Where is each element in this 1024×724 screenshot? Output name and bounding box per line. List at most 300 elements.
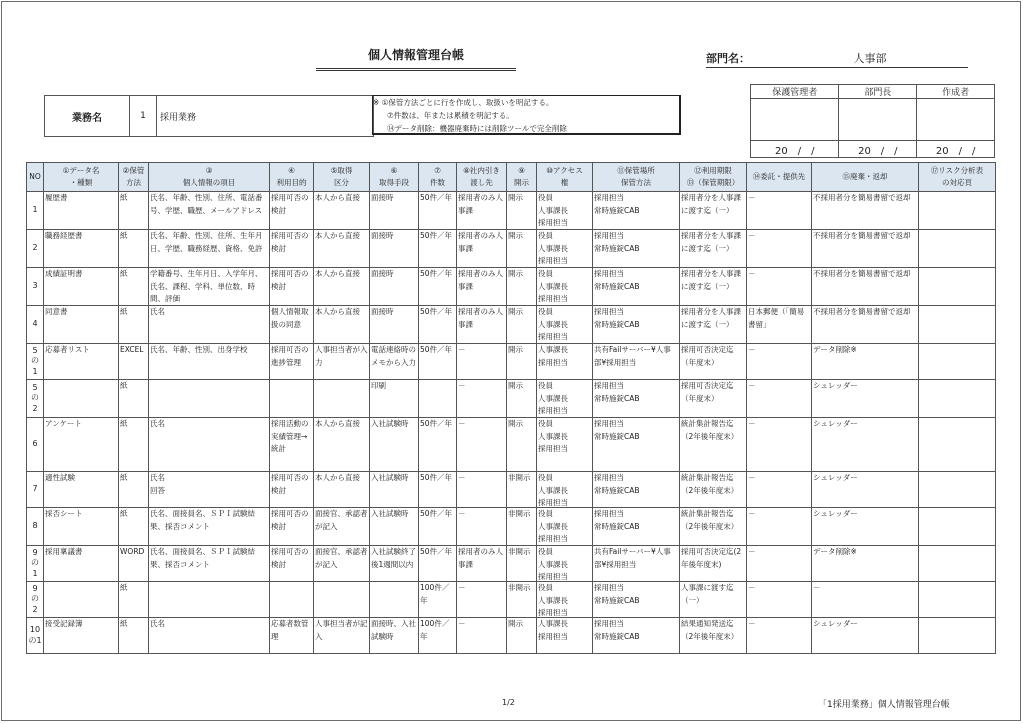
cell-count bbox=[419, 508, 457, 546]
business-label: 業務名 bbox=[45, 96, 130, 137]
approval-date: 20 / / bbox=[839, 141, 917, 158]
cell-text: 50件／年 bbox=[420, 307, 453, 316]
cell-outsource bbox=[747, 230, 812, 268]
cell-acq bbox=[314, 618, 370, 654]
cell-count bbox=[419, 230, 457, 268]
cell-method bbox=[119, 582, 149, 618]
cell-storage bbox=[593, 618, 680, 654]
cell-name bbox=[44, 344, 119, 380]
cell-text: 入社試験時 bbox=[371, 419, 409, 428]
cell-means bbox=[370, 508, 419, 546]
cell-access bbox=[537, 508, 593, 546]
business-number: 1 bbox=[130, 96, 157, 137]
cell-storage bbox=[593, 230, 680, 268]
cell-text: － bbox=[748, 345, 756, 354]
cell-method bbox=[119, 344, 149, 380]
cell-text: 100件／年 bbox=[420, 583, 450, 605]
cell-acq bbox=[314, 418, 370, 472]
cell-limit bbox=[680, 192, 747, 230]
cell-disclose bbox=[507, 508, 537, 546]
column-header: ⑤取得 区分 bbox=[314, 163, 370, 192]
dept-value: 人事部 bbox=[853, 52, 887, 65]
cell-text: － bbox=[458, 509, 466, 518]
column-header: ⑧社内引き 渡し先 bbox=[457, 163, 507, 192]
cell-dispose bbox=[812, 508, 919, 546]
cell-text: 採用可否の検討 bbox=[271, 193, 309, 215]
cell-items bbox=[149, 306, 270, 344]
cell-storage bbox=[593, 418, 680, 472]
cell-text: － bbox=[748, 381, 756, 390]
cell-text: 印刷 bbox=[371, 381, 386, 390]
cell-handover bbox=[457, 344, 507, 380]
cell-text: 氏名 回答 bbox=[150, 473, 165, 495]
cell-text: 応募者リスト bbox=[45, 345, 90, 354]
cell-text: － bbox=[748, 619, 756, 628]
approval-stamp-cell[interactable] bbox=[839, 99, 917, 141]
cell-text: 面接時 bbox=[371, 269, 394, 278]
cell-text: 採用可否の進捗管理 bbox=[271, 345, 309, 367]
cell-storage bbox=[593, 508, 680, 546]
cell-text: 接受記録簿 bbox=[45, 619, 83, 628]
cell-text: シュレッダー bbox=[813, 381, 858, 390]
cell-risk bbox=[919, 192, 996, 230]
cell-text: 個人情報取扱の同意 bbox=[271, 307, 309, 329]
cell-text: 採用者分を人事課に渡す迄（一） bbox=[681, 231, 741, 253]
cell-outsource bbox=[747, 508, 812, 546]
cell-text: 面接時 bbox=[371, 307, 394, 316]
cell-acq bbox=[314, 546, 370, 582]
cell-text: 人事担当者が入力 bbox=[315, 345, 368, 367]
cell-text: 本人から直接 bbox=[315, 193, 360, 202]
cell-name bbox=[44, 582, 119, 618]
cell-name bbox=[44, 306, 119, 344]
cell-text: － bbox=[748, 583, 756, 592]
cell-text: 100件／年 bbox=[420, 619, 450, 641]
cell-text: － bbox=[748, 509, 756, 518]
cell-means bbox=[370, 546, 419, 582]
cell-acq bbox=[314, 192, 370, 230]
cell-text: 採用可否決定迄(2年後年度末) bbox=[681, 547, 742, 569]
cell-dispose bbox=[812, 344, 919, 380]
cell-dispose bbox=[812, 618, 919, 654]
cell-text: 役員 人事課長 採用担当 bbox=[538, 269, 568, 303]
cell-text: 50件／年 bbox=[420, 509, 453, 518]
cell-acq bbox=[314, 306, 370, 344]
column-header: ⑩アクセス 権 bbox=[537, 163, 593, 192]
row-number: 9 の 1 bbox=[27, 546, 44, 582]
cell-text: － bbox=[748, 269, 756, 278]
cell-text: 不採用者分を簡易書留で返却 bbox=[813, 269, 911, 278]
cell-text: 紙 bbox=[120, 419, 128, 428]
cell-text: 採用担当 常時施錠CAB bbox=[594, 307, 640, 329]
cell-text: － bbox=[458, 583, 466, 592]
cell-means bbox=[370, 582, 419, 618]
cell-outsource bbox=[747, 268, 812, 306]
cell-means bbox=[370, 418, 419, 472]
approval-stamp-cell[interactable] bbox=[917, 99, 995, 141]
cell-text: 50件／年 bbox=[420, 419, 453, 428]
cell-name bbox=[44, 192, 119, 230]
row-number: 8 bbox=[27, 508, 44, 546]
cell-text: 本人から直接 bbox=[315, 269, 360, 278]
cell-text: 共有Failサーバー¥人事部¥採用担当 bbox=[594, 345, 671, 367]
cell-handover bbox=[457, 230, 507, 268]
cell-purpose bbox=[270, 546, 314, 582]
cell-text: EXCEL bbox=[120, 345, 144, 354]
cell-handover bbox=[457, 418, 507, 472]
cell-text: 役員 人事課長 採用担当 bbox=[538, 419, 568, 453]
cell-count bbox=[419, 472, 457, 508]
cell-acq bbox=[314, 508, 370, 546]
cell-access bbox=[537, 344, 593, 380]
cell-method bbox=[119, 306, 149, 344]
cell-risk bbox=[919, 472, 996, 508]
cell-text: － bbox=[748, 473, 756, 482]
cell-text: 不採用者分を簡易書留で返却 bbox=[813, 231, 911, 240]
cell-text: 開示 bbox=[508, 307, 523, 316]
cell-text: 氏名、年齢、性別、出身学校 bbox=[150, 345, 248, 354]
cell-limit bbox=[680, 230, 747, 268]
cell-text: 採用可否の検討 bbox=[271, 231, 309, 253]
cell-method bbox=[119, 418, 149, 472]
dept-underline bbox=[706, 67, 968, 68]
approval-header: 保護管理者 bbox=[751, 85, 839, 99]
cell-text: 採用可否決定迄（年度末） bbox=[681, 381, 734, 403]
row-number: 9 の 2 bbox=[27, 582, 44, 618]
table-row bbox=[27, 380, 996, 418]
cell-name bbox=[44, 268, 119, 306]
cell-text: 人事担当者が記入 bbox=[315, 619, 368, 641]
cell-count bbox=[419, 306, 457, 344]
column-header: ⑭委託・提供先 bbox=[747, 163, 812, 192]
document-name: 「1採用業務」個人情報管理台帳 bbox=[818, 700, 950, 710]
table-row bbox=[27, 192, 996, 230]
cell-disclose bbox=[507, 268, 537, 306]
cell-access bbox=[537, 618, 593, 654]
cell-acq bbox=[314, 380, 370, 418]
cell-storage bbox=[593, 380, 680, 418]
note-line: ⑦件数は、年または累積を明記する。 bbox=[387, 111, 514, 120]
cell-dispose bbox=[812, 192, 919, 230]
row-number: 6 bbox=[27, 418, 44, 472]
cell-text: 採用者のみ人事課 bbox=[458, 231, 503, 253]
cell-text: 採用可否決定迄（年度末） bbox=[681, 345, 734, 367]
cell-risk bbox=[919, 546, 996, 582]
cell-count bbox=[419, 582, 457, 618]
cell-dispose bbox=[812, 418, 919, 472]
cell-purpose bbox=[270, 306, 314, 344]
cell-access bbox=[537, 546, 593, 582]
cell-text: 開示 bbox=[508, 269, 523, 278]
cell-text: 不採用者分を簡易書留で返却 bbox=[813, 193, 911, 202]
cell-handover bbox=[457, 582, 507, 618]
cell-handover bbox=[457, 380, 507, 418]
cell-access bbox=[537, 192, 593, 230]
cell-text: シュレッダー bbox=[813, 473, 858, 482]
cell-text: 人事課長 採用担当 bbox=[538, 619, 568, 641]
cell-text: 50件／年 bbox=[420, 345, 453, 354]
cell-text: － bbox=[748, 193, 756, 202]
column-header: ⑮廃棄・返却 bbox=[812, 163, 919, 192]
business-name: 採用業務 bbox=[157, 96, 374, 137]
cell-name bbox=[44, 418, 119, 472]
note-line: ※ ①保管方法ごとに行を作成し、取扱いを明記する。 bbox=[373, 98, 554, 107]
cell-text: データ削除※ bbox=[813, 345, 857, 354]
cell-method bbox=[119, 230, 149, 268]
cell-purpose bbox=[270, 344, 314, 380]
cell-dispose bbox=[812, 472, 919, 508]
cell-name bbox=[44, 618, 119, 654]
cell-purpose bbox=[270, 380, 314, 418]
cell-means bbox=[370, 472, 419, 508]
cell-text: 結果通知発送迄（2年後年度末） bbox=[681, 619, 739, 641]
cell-limit bbox=[680, 546, 747, 582]
column-header: ⑨ 開示 bbox=[507, 163, 537, 192]
cell-text: 採用担当 常時施錠CAB bbox=[594, 509, 640, 531]
cell-text: 面接時 bbox=[371, 193, 394, 202]
cell-text: 面接時 bbox=[371, 231, 394, 240]
row-number: 3 bbox=[27, 268, 44, 306]
approval-date: 20 / / bbox=[917, 141, 995, 158]
cell-text: 職務経歴書 bbox=[45, 231, 83, 240]
cell-text: 紙 bbox=[120, 583, 128, 592]
cell-text: 紙 bbox=[120, 381, 128, 390]
cell-limit bbox=[680, 380, 747, 418]
cell-name bbox=[44, 230, 119, 268]
note-line: ⑭データ削除：機器廃棄時には削除ツールで完全削除 bbox=[387, 124, 567, 133]
cell-method bbox=[119, 508, 149, 546]
approval-box bbox=[750, 84, 995, 158]
cell-text: 非開示 bbox=[508, 547, 531, 556]
row-number: 2 bbox=[27, 230, 44, 268]
title-underline bbox=[316, 68, 516, 69]
cell-purpose bbox=[270, 472, 314, 508]
cell-text: 役員 人事課長 採用担当 bbox=[538, 547, 568, 580]
cell-text: － bbox=[458, 345, 466, 354]
row-number: 5 の 1 bbox=[27, 344, 44, 380]
cell-risk bbox=[919, 306, 996, 344]
cell-items bbox=[149, 380, 270, 418]
cell-handover bbox=[457, 508, 507, 546]
cell-count bbox=[419, 344, 457, 380]
cell-text: 採用可否の検討 bbox=[271, 473, 309, 495]
cell-outsource bbox=[747, 418, 812, 472]
column-header: ⑦ 件数 bbox=[419, 163, 457, 192]
cell-text: － bbox=[458, 419, 466, 428]
business-box bbox=[44, 95, 374, 137]
cell-text: 採否シート bbox=[45, 509, 83, 518]
cell-means bbox=[370, 618, 419, 654]
cell-outsource bbox=[747, 306, 812, 344]
cell-risk bbox=[919, 618, 996, 654]
cell-text: 入社試験時 bbox=[371, 509, 409, 518]
cell-method bbox=[119, 472, 149, 508]
table-row bbox=[27, 344, 996, 380]
table-row bbox=[27, 268, 996, 306]
cell-means bbox=[370, 380, 419, 418]
cell-text: 50件／年 bbox=[420, 473, 453, 482]
cell-access bbox=[537, 306, 593, 344]
approval-header: 作成者 bbox=[917, 85, 995, 99]
cell-outsource bbox=[747, 472, 812, 508]
cell-count bbox=[419, 418, 457, 472]
table-row bbox=[27, 508, 996, 546]
table-row bbox=[27, 546, 996, 582]
cell-access bbox=[537, 230, 593, 268]
cell-text: 氏名 bbox=[150, 419, 165, 428]
cell-count bbox=[419, 192, 457, 230]
cell-outsource bbox=[747, 546, 812, 582]
cell-items bbox=[149, 472, 270, 508]
cell-text: 日本郵便（「簡易書留」 bbox=[748, 307, 805, 329]
cell-text: 氏名、面接員名、ＳＰＩ試験結果、採否コメント bbox=[150, 547, 255, 569]
row-number: 1 bbox=[27, 192, 44, 230]
cell-purpose bbox=[270, 508, 314, 546]
cell-handover bbox=[457, 472, 507, 508]
cell-text: 氏名、年齢、性別、住所、電話番号、学歴、職歴、メールアドレス bbox=[150, 193, 263, 215]
cell-access bbox=[537, 268, 593, 306]
cell-storage bbox=[593, 192, 680, 230]
cell-text: 50件／年 bbox=[420, 547, 453, 556]
cell-purpose bbox=[270, 268, 314, 306]
cell-outsource bbox=[747, 618, 812, 654]
cell-risk bbox=[919, 230, 996, 268]
cell-text: 開示 bbox=[508, 231, 523, 240]
cell-text: 採用者のみ人事課 bbox=[458, 307, 503, 329]
cell-text: 採用担当 常時施錠CAB bbox=[594, 583, 640, 605]
page-title: 個人情報管理台帳 bbox=[367, 48, 464, 62]
cell-text: 50件／年 bbox=[420, 269, 453, 278]
cell-handover bbox=[457, 618, 507, 654]
cell-text: 採用活動の実績管理→統計 bbox=[271, 419, 309, 453]
cell-text: － bbox=[458, 619, 466, 628]
cell-disclose bbox=[507, 546, 537, 582]
cell-text: 入社試験時 bbox=[371, 473, 409, 482]
title-underline-2 bbox=[316, 70, 516, 71]
cell-dispose bbox=[812, 380, 919, 418]
column-header: ⑥ 取得手段 bbox=[370, 163, 419, 192]
cell-method bbox=[119, 546, 149, 582]
cell-text: 採用担当 常時施錠CAB bbox=[594, 193, 640, 215]
cell-storage bbox=[593, 306, 680, 344]
cell-name bbox=[44, 472, 119, 508]
cell-means bbox=[370, 344, 419, 380]
column-header: ③ 個人情報の項目 bbox=[149, 163, 270, 192]
cell-limit bbox=[680, 582, 747, 618]
cell-outsource bbox=[747, 192, 812, 230]
cell-storage bbox=[593, 546, 680, 582]
approval-header: 部門長 bbox=[839, 85, 917, 99]
cell-text: 統計集計報告迄（2年後年度末） bbox=[681, 473, 739, 495]
cell-limit bbox=[680, 472, 747, 508]
cell-storage bbox=[593, 268, 680, 306]
cell-text: シュレッダー bbox=[813, 419, 858, 428]
cell-text: 適性試験 bbox=[45, 473, 75, 482]
cell-text: 不採用者分を簡易書留で返却 bbox=[813, 307, 911, 316]
cell-dispose bbox=[812, 268, 919, 306]
table-row bbox=[27, 418, 996, 472]
cell-method bbox=[119, 268, 149, 306]
cell-text: 50件／年 bbox=[420, 231, 453, 240]
cell-disclose bbox=[507, 230, 537, 268]
cell-risk bbox=[919, 418, 996, 472]
cell-disclose bbox=[507, 418, 537, 472]
cell-handover bbox=[457, 546, 507, 582]
cell-text: 役員 人事課長 採用担当 bbox=[538, 193, 568, 227]
column-header: ②保管 方法 bbox=[119, 163, 149, 192]
cell-purpose bbox=[270, 192, 314, 230]
cell-text: 氏名、面接員名、ＳＰＩ試験結果、採否コメント bbox=[150, 509, 255, 531]
cell-items bbox=[149, 230, 270, 268]
cell-text: － bbox=[813, 583, 821, 592]
ledger-table bbox=[26, 162, 996, 654]
cell-text: 開示 bbox=[508, 619, 523, 628]
cell-text: 履歴書 bbox=[45, 193, 68, 202]
cell-limit bbox=[680, 618, 747, 654]
cell-text: 紙 bbox=[120, 619, 128, 628]
cell-text: － bbox=[748, 547, 756, 556]
cell-text: 紙 bbox=[120, 231, 128, 240]
cell-purpose bbox=[270, 418, 314, 472]
cell-name bbox=[44, 508, 119, 546]
cell-text: 採用者分を人事課に渡す迄（一） bbox=[681, 307, 741, 329]
cell-text: 役員 人事課長 採用担当 bbox=[538, 473, 568, 506]
cell-text: 採用担当 常時施錠CAB bbox=[594, 619, 640, 641]
approval-stamp-cell[interactable] bbox=[751, 99, 839, 141]
cell-items bbox=[149, 546, 270, 582]
notes-box bbox=[372, 95, 681, 135]
column-header: ⑰リスク分析表 の対応頁 bbox=[919, 163, 996, 192]
cell-acq bbox=[314, 268, 370, 306]
row-number: 10 の1 bbox=[27, 618, 44, 654]
cell-method bbox=[119, 192, 149, 230]
cell-dispose bbox=[812, 582, 919, 618]
cell-text: 人事課に渡す迄（一） bbox=[681, 583, 734, 605]
cell-text: 採用稟議書 bbox=[45, 547, 83, 556]
cell-count bbox=[419, 380, 457, 418]
table-row bbox=[27, 306, 996, 344]
dept-label: 部門名： bbox=[706, 52, 750, 65]
cell-text: 役員 人事課長 採用担当 bbox=[538, 509, 568, 543]
cell-purpose bbox=[270, 618, 314, 654]
cell-text: 役員 人事課長 採用担当 bbox=[538, 583, 568, 616]
cell-means bbox=[370, 268, 419, 306]
cell-text: 採用者のみ人事課 bbox=[458, 547, 503, 569]
cell-handover bbox=[457, 268, 507, 306]
cell-text: 非開示 bbox=[508, 509, 531, 518]
cell-text: 応募者数管理 bbox=[271, 619, 309, 641]
column-header: ④ 利用目的 bbox=[270, 163, 314, 192]
cell-means bbox=[370, 192, 419, 230]
cell-text: データ削除※ bbox=[813, 547, 857, 556]
cell-access bbox=[537, 582, 593, 618]
cell-handover bbox=[457, 306, 507, 344]
cell-purpose bbox=[270, 230, 314, 268]
cell-text: 電話連絡時のメモから入力 bbox=[371, 345, 416, 367]
cell-items bbox=[149, 418, 270, 472]
table-row bbox=[27, 618, 996, 654]
cell-method bbox=[119, 380, 149, 418]
cell-text: WORD bbox=[120, 547, 145, 556]
cell-risk bbox=[919, 582, 996, 618]
cell-text: 本人から直接 bbox=[315, 307, 360, 316]
cell-disclose bbox=[507, 380, 537, 418]
cell-disclose bbox=[507, 618, 537, 654]
cell-text: 採用担当 常時施錠CAB bbox=[594, 269, 640, 291]
page-number: 1/2 bbox=[502, 698, 515, 707]
cell-acq bbox=[314, 582, 370, 618]
cell-text: 紙 bbox=[120, 473, 128, 482]
